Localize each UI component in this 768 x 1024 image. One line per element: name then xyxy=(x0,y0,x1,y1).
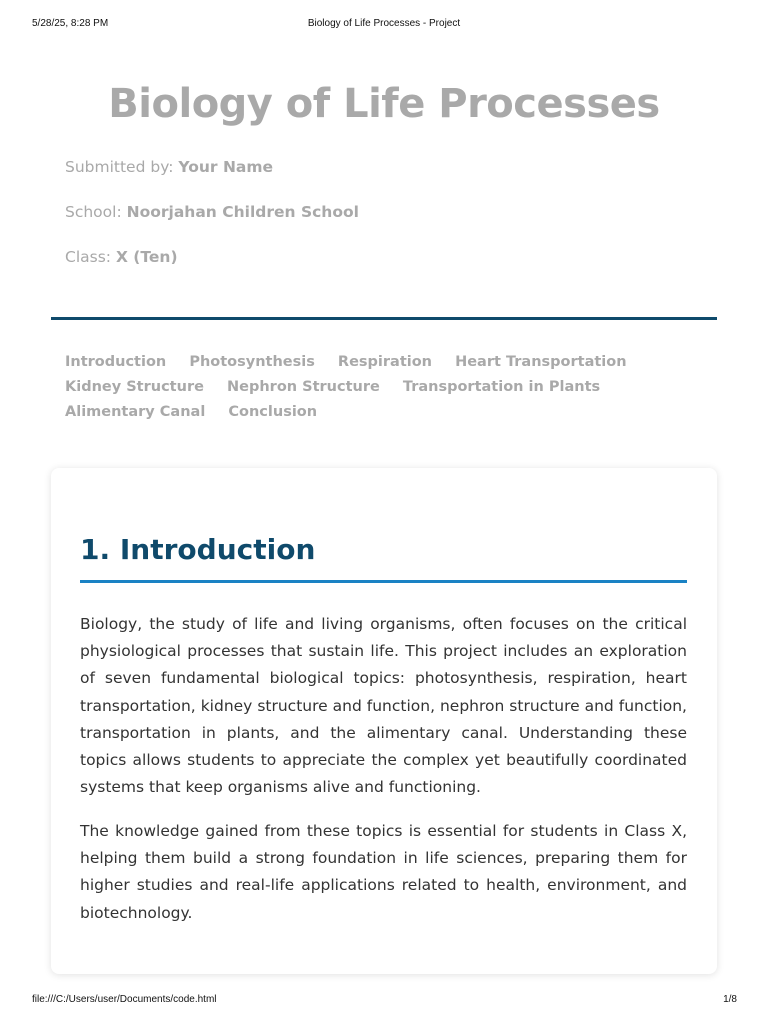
print-doc-title: Biology of Life Processes - Project xyxy=(307,18,461,29)
nav-link-alimentary-canal[interactable]: Alimentary Canal xyxy=(65,404,206,420)
print-footer xyxy=(0,994,768,1008)
school-line xyxy=(65,201,359,223)
nav-link-transportation-in-plants[interactable]: Transportation in Plants xyxy=(402,379,601,395)
submitted-by-line xyxy=(65,156,273,178)
class-value: X (Ten) xyxy=(115,248,178,266)
page-title: Biology of Life Processes xyxy=(108,81,660,127)
print-file-path: file:///C:/Users/user/Documents/code.html xyxy=(32,994,217,1005)
nav-link-introduction[interactable]: Introduction xyxy=(65,354,167,370)
intro-paragraph-2: The knowledge gained from these topics is essential for students in Class X, helping them build a strong foundation in life sciences, preparing them for higher studies and real-life applications related to health, environment, and biotechnology. xyxy=(80,822,687,922)
nav-link-kidney-structure[interactable]: Kidney Structure xyxy=(65,379,204,395)
submitted-by-value: Your Name xyxy=(178,158,274,176)
school-value: Noorjahan Children School xyxy=(126,203,359,221)
nav-link-respiration[interactable]: Respiration xyxy=(337,354,433,370)
class-line xyxy=(65,246,178,268)
nav-link-photosynthesis[interactable]: Photosynthesis xyxy=(189,354,315,370)
section-heading: 1. Introduction xyxy=(80,533,316,566)
nav-link-heart-transportation[interactable]: Heart Transportation xyxy=(455,354,627,370)
intro-paragraph-1: Biology, the study of life and living organisms, often focuses on the critical physiological processes that sustain life. This project includes an exploration of seven fundamental biological topics: photosynthesis, respiration, heart transportation, kidney structure and function, nephron structure and function, transportation in plants, and the alimentary canal. Understanding these topics allows students to appreciate the complex yet beautifully coordinated systems that keep organisms alive and functioning. xyxy=(80,615,687,797)
nav-link-conclusion[interactable]: Conclusion xyxy=(228,404,318,420)
print-page-indicator: 1/8 xyxy=(723,994,737,1005)
print-header xyxy=(0,18,768,32)
print-datetime: 5/28/25, 8:28 PM xyxy=(32,18,109,29)
class-label: Class: xyxy=(65,248,112,266)
table-of-contents-nav xyxy=(65,350,665,425)
header-divider xyxy=(51,317,717,320)
school-label: School: xyxy=(65,203,122,221)
nav-link-nephron-structure[interactable]: Nephron Structure xyxy=(227,379,380,395)
section-heading-underline xyxy=(80,580,687,583)
submitted-by-label: Submitted by: xyxy=(65,158,174,176)
